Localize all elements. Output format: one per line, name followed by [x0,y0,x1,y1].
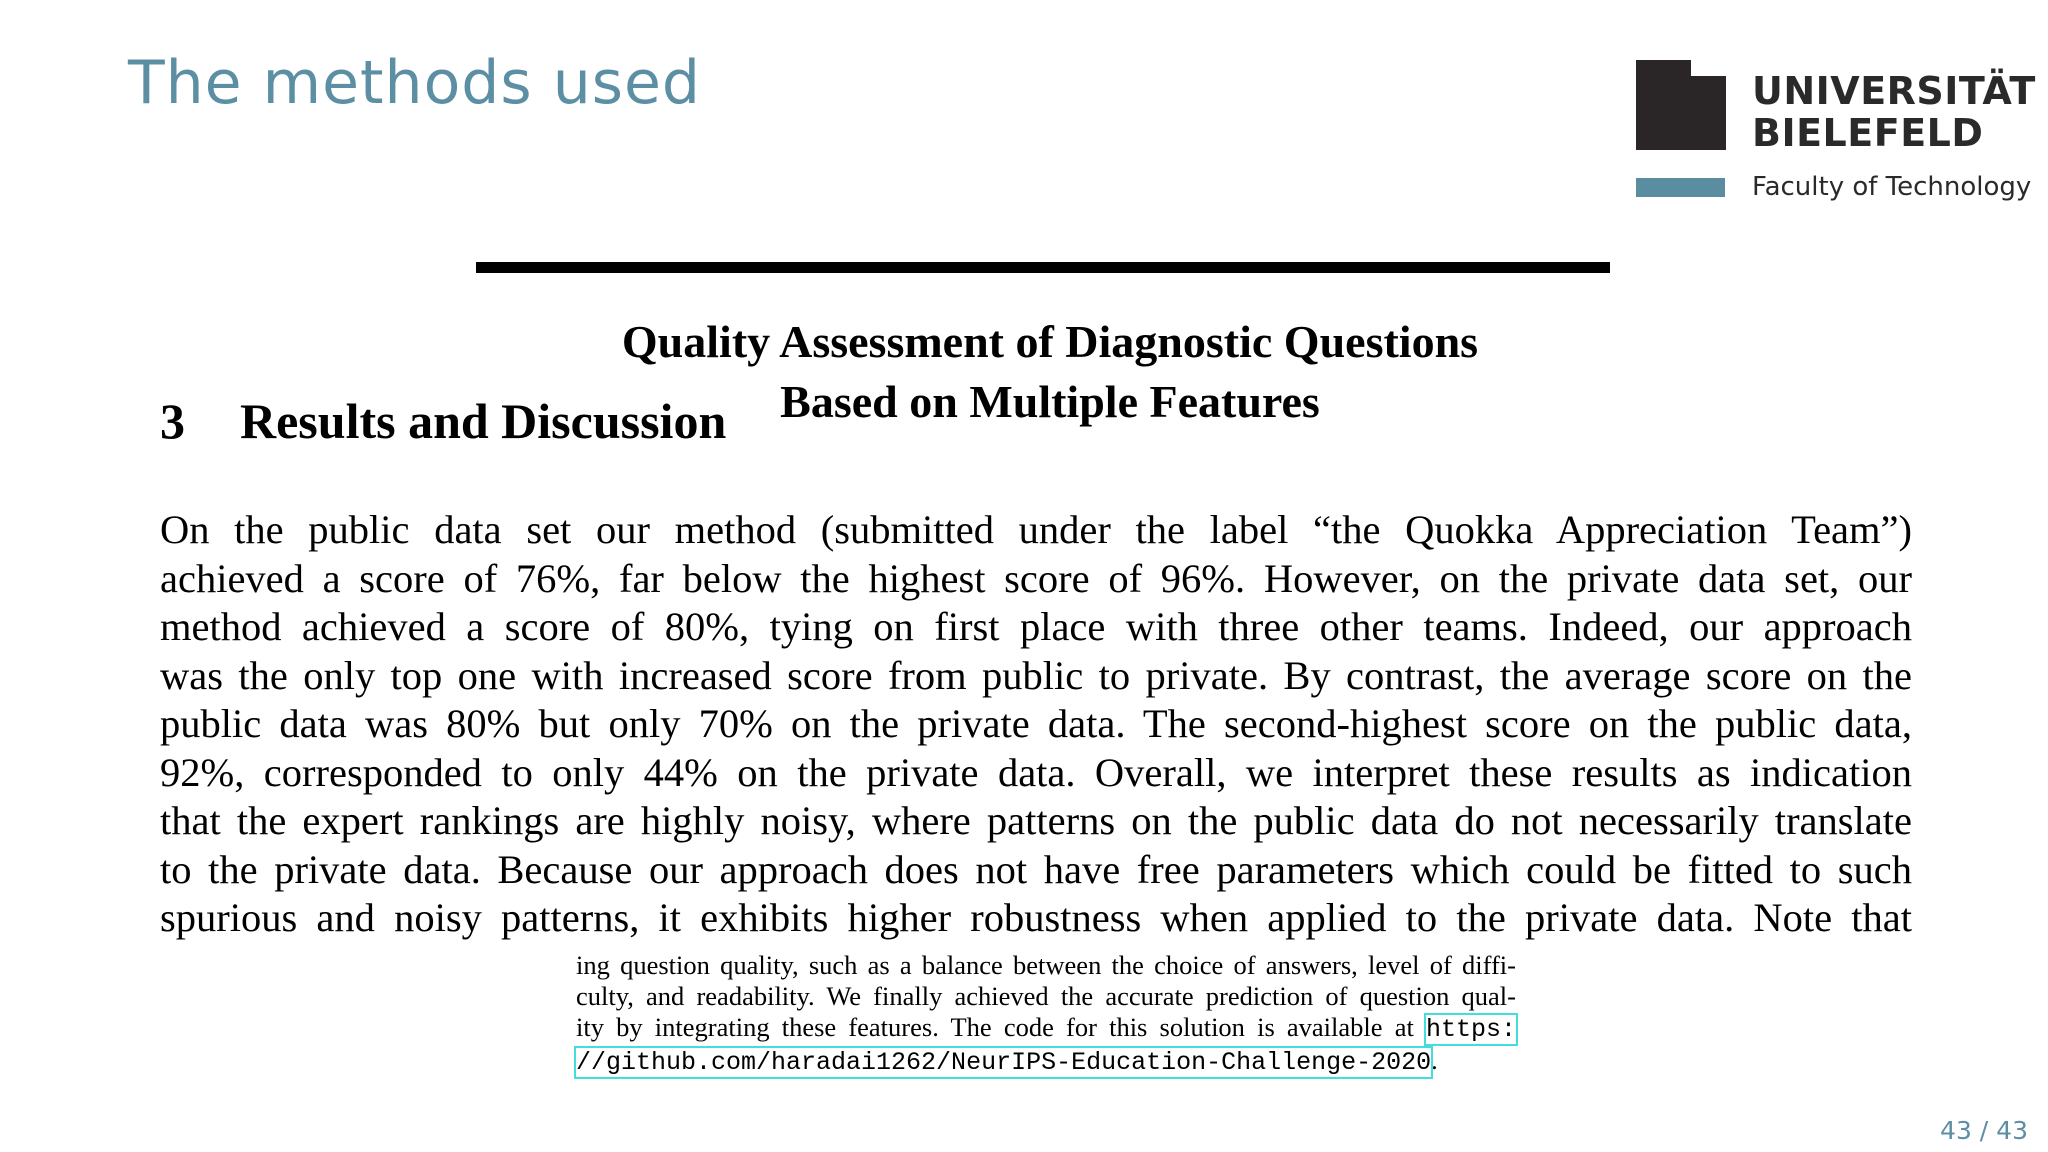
section-number: 3 [160,393,185,449]
code-link-part2[interactable]: //github.com/haradai1262/NeurIPS-Education-Challenge-2020 [576,1048,1432,1077]
paragraph-line: that the expert rankings are highly noisy, where patterns on the public data do not necessarily translate [160,798,1912,843]
paragraph-line: was the only top one with increased score from public to private. By contrast, the average score on the [160,652,1912,698]
abstract-line: culty, and readability. We finally achieved the accurate prediction of question qual- [576,981,1516,1011]
university-logo-icon [1636,60,1762,150]
paragraph-line: On the public data set our method (submitted under the label “the Quokka Appreciation Team”) [160,507,1912,552]
link-trailing-period: . [1431,1045,1438,1075]
paper-title: Quality Assessment of Diagnostic Questions [621,316,1479,367]
paragraph-line: 92%, corresponded to only 44% on the private data. Overall, we interpret these results as indication [160,749,1912,795]
paragraph-line: achieved a score of 76%, far below the highest score of 96%. However, on the private data set, our [160,555,1912,601]
paper-title-block [560,312,1540,427]
university-name-line1: UNIVERSITÄT [1752,69,2036,113]
university-name [1752,70,2036,154]
slide-title: The methods used [128,48,701,118]
paragraph-line: to the private data. Because our approach does not have free parameters which could be fitted to such [160,846,1912,892]
university-name-line2: BIELEFELD [1752,111,1984,155]
logo-accent-bar [1636,178,1725,197]
abstract-excerpt [576,950,1516,1088]
paragraph-line: method achieved a score of 80%, tying on first place with three other teams. Indeed, our approach [160,604,1912,649]
section-title: Results and Discussion [240,393,727,449]
code-link-part1[interactable]: https: [1425,1015,1516,1044]
paper-title-continued: Based on Multiple Features [780,376,1320,427]
section-heading [160,392,766,450]
paragraph-line: spurious and noisy patterns, it exhibits higher robustness when applied to the private data. Note that [160,895,1912,940]
abstract-line [576,1012,1516,1045]
results-paragraph [160,506,1912,943]
faculty-name: Faculty of Technology [1752,172,2032,202]
abstract-line: ing question quality, such as a balance between the choice of answers, level of diffi- [576,950,1516,980]
abstract-line [576,1045,1516,1078]
page-counter: 43 / 43 [1940,1116,2028,1145]
paper-title-rule [476,262,1610,273]
paragraph-line: public data was 80% but only 70% on the private data. The second-highest score on the public data, [160,701,1912,746]
abstract-line-text: ity by integrating these features. The code for this solution is available at [576,1012,1426,1042]
